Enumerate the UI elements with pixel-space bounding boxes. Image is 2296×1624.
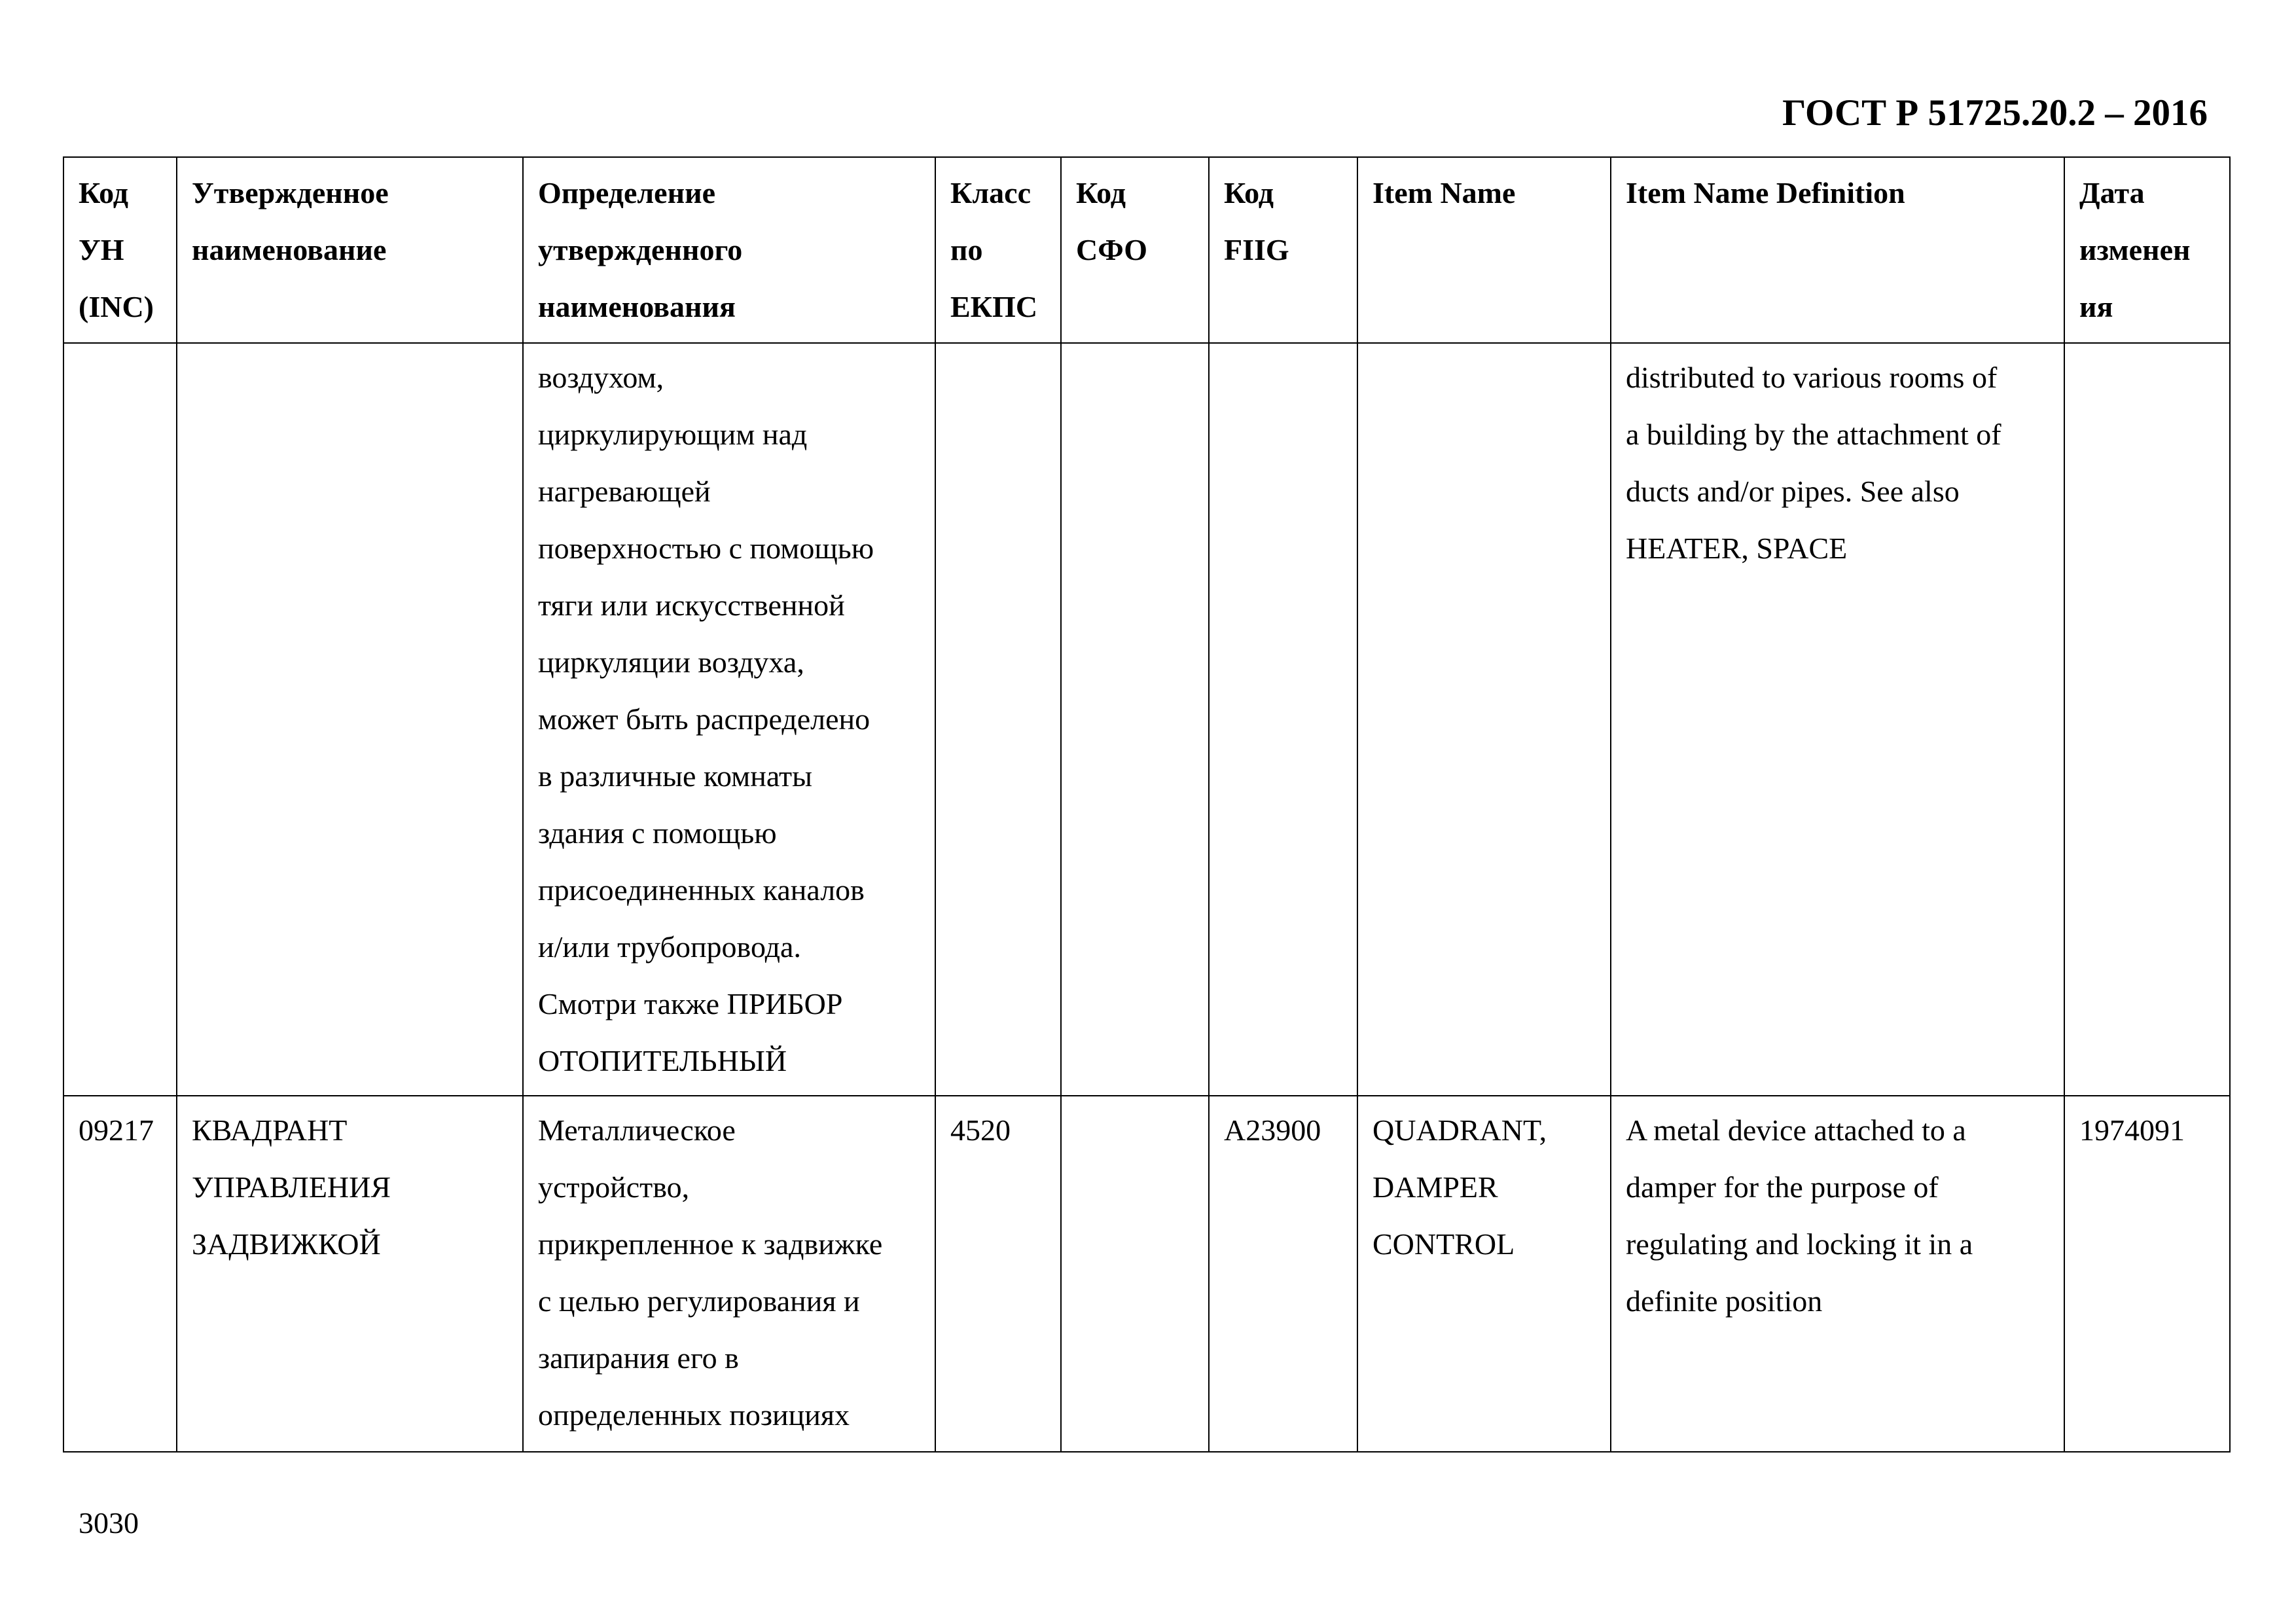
cell-inc — [63, 343, 177, 1096]
cell-approved-name: КВАДРАНТ УПРАВЛЕНИЯ ЗАДВИЖКОЙ — [177, 1096, 523, 1452]
cell-item-name-definition: A metal device attached to a damper for the purpose of regulating and locking it in a definite position — [1611, 1096, 2064, 1452]
cell-class — [935, 343, 1061, 1096]
cell-fiig-code: A23900 — [1209, 1096, 1357, 1452]
catalog-table — [63, 156, 2231, 1453]
cell-definition: Металлическое устройство, прикрепленное к задвижке с целью регулирования и запирания его в определенных позициях — [523, 1096, 935, 1452]
column-header-inc: Код УН (INC) — [63, 157, 177, 343]
cell-definition: воздухом, циркулирующим над нагревающей поверхностью с помощью тяги или искусственной циркуляции воздуха, может быть распределено в различные комнаты здания с помощью присоединенных каналов и/или трубопровода. Смотри также ПРИБОР ОТОПИТЕЛЬНЫЙ — [523, 343, 935, 1096]
column-header-item-name: Item Name — [1357, 157, 1611, 343]
column-header-fiig-code: Код FIIG — [1209, 157, 1357, 343]
cell-item-name: QUADRANT, DAMPER CONTROL — [1357, 1096, 1611, 1452]
table-row — [63, 343, 2230, 1096]
cell-change-date: 1974091 — [2064, 1096, 2230, 1452]
cell-item-name-definition: distributed to various rooms of a building by the attachment of ducts and/or pipes. See also HEATER, SPACE — [1611, 343, 2064, 1096]
cell-class: 4520 — [935, 1096, 1061, 1452]
table-header-row — [63, 157, 2230, 343]
cell-sfo-code — [1061, 343, 1209, 1096]
cell-sfo-code — [1061, 1096, 1209, 1452]
column-header-change-date: Дата изменен ия — [2064, 157, 2230, 343]
page-number: 3030 — [79, 1506, 139, 1540]
table-row — [63, 1096, 2230, 1452]
cell-item-name — [1357, 343, 1611, 1096]
cell-change-date — [2064, 343, 2230, 1096]
cell-inc: 09217 — [63, 1096, 177, 1452]
column-header-definition: Определение утвержденного наименования — [523, 157, 935, 343]
column-header-class: Класс по ЕКПС — [935, 157, 1061, 343]
column-header-approved-name: Утвержденное наименование — [177, 157, 523, 343]
cell-approved-name — [177, 343, 523, 1096]
document-header: ГОСТ Р 51725.20.2 – 2016 — [1782, 92, 2208, 134]
column-header-item-name-definition: Item Name Definition — [1611, 157, 2064, 343]
cell-fiig-code — [1209, 343, 1357, 1096]
column-header-sfo-code: Код СФО — [1061, 157, 1209, 343]
